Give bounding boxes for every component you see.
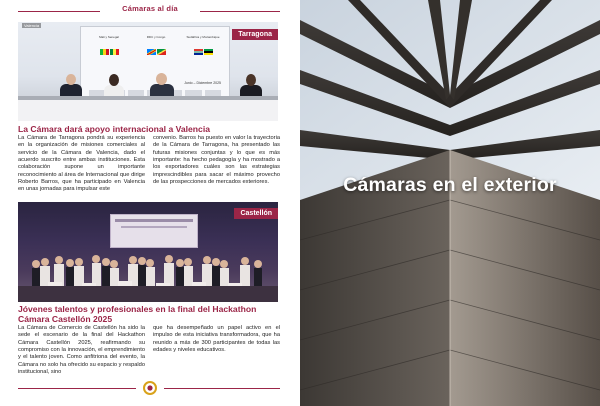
article1-photo xyxy=(18,22,278,121)
screen-col-1: Mali y Senegal xyxy=(99,35,119,39)
article1-body xyxy=(18,135,280,195)
flags-rdc-congo xyxy=(136,49,176,57)
screen-col-3: Sudáfrica y Mozambique xyxy=(186,35,220,39)
stage-floor xyxy=(18,286,278,302)
article1-title: La Cámara dará apoyo internacional a Valencia xyxy=(18,124,211,134)
flags-sudafrica-mozambique xyxy=(183,49,223,57)
panelist-4-head xyxy=(246,74,256,86)
screen-col-2: RDC y Congo xyxy=(146,35,166,39)
article1-col-1: La Cámara de Tarragona pondrá su experiencia en la organización de misiones comerciales al servicio de la Cámara de Valencia, dado el acuerdo suscrito entre ambas instituciones. Esta colaboración supone un importante reconocimiento al área de Internacional que dirige Roberto Barros, que ha participado en Valencia en unas jornadas para impulsar este xyxy=(18,135,145,193)
article1-location-tag: Tarragona xyxy=(232,29,278,40)
panelist-2-head xyxy=(109,74,119,86)
architecture-photo xyxy=(300,0,600,406)
footer-rule-right xyxy=(164,388,280,389)
camara-logo-icon xyxy=(143,381,157,395)
article2-title: Jóvenes talentos y profesionales en la final del Hackathon Cámara Castellón 2025 xyxy=(18,304,257,324)
article2-photo xyxy=(18,202,278,302)
article2-col-2: que ha desempeñado un papel activo en el impulso de esta iniciativa transformadora, que ha reunido a más de 300 participantes de todas las edades y niveles educativos. xyxy=(153,325,280,354)
page-header-title: Cámaras al día xyxy=(122,4,178,13)
footer-rule-left xyxy=(18,388,136,389)
panel-table-front xyxy=(18,100,278,121)
event-banner xyxy=(110,214,198,248)
header-rule-left xyxy=(18,11,100,12)
panelist-3-head xyxy=(156,73,167,85)
photo-corner-label: Valencia xyxy=(24,23,40,28)
cover-page xyxy=(300,0,600,406)
article1-col-2: convenio. Barros ha puesto en valor la trayectoria de la Cámara de Tarragona, ha presentado las futuras misiones conjuntas y lo que es más importante: ha hecho pedagogía y ha mostrado a los exportadores cuáles son las estrategias imprescindibles para sacar el máximo provecho de las prospecciones de mercados exteriores. xyxy=(153,135,280,186)
article2-location-tag: Castellón xyxy=(234,208,278,219)
flags-mali-senegal xyxy=(89,49,129,57)
article2-body xyxy=(18,325,280,385)
cover-title: Cámaras en el exterior xyxy=(343,174,557,196)
screen-footer: Junio – Diciembre 2025 xyxy=(184,81,221,85)
header-rule-right xyxy=(200,11,280,12)
article2-col-1: La Cámara de Comercio de Castellón ha sido la sede el escenario de la final del Hackathon Cámara Castellón 2025, reafirmando su compromiso con la innovación, el emprendimiento y el talento joven. Como anfitriona del evento, la Cámara no solo ha ofrecido su espacio y respaldo institucional, sino xyxy=(18,325,145,376)
panelist-1-head xyxy=(66,74,76,85)
